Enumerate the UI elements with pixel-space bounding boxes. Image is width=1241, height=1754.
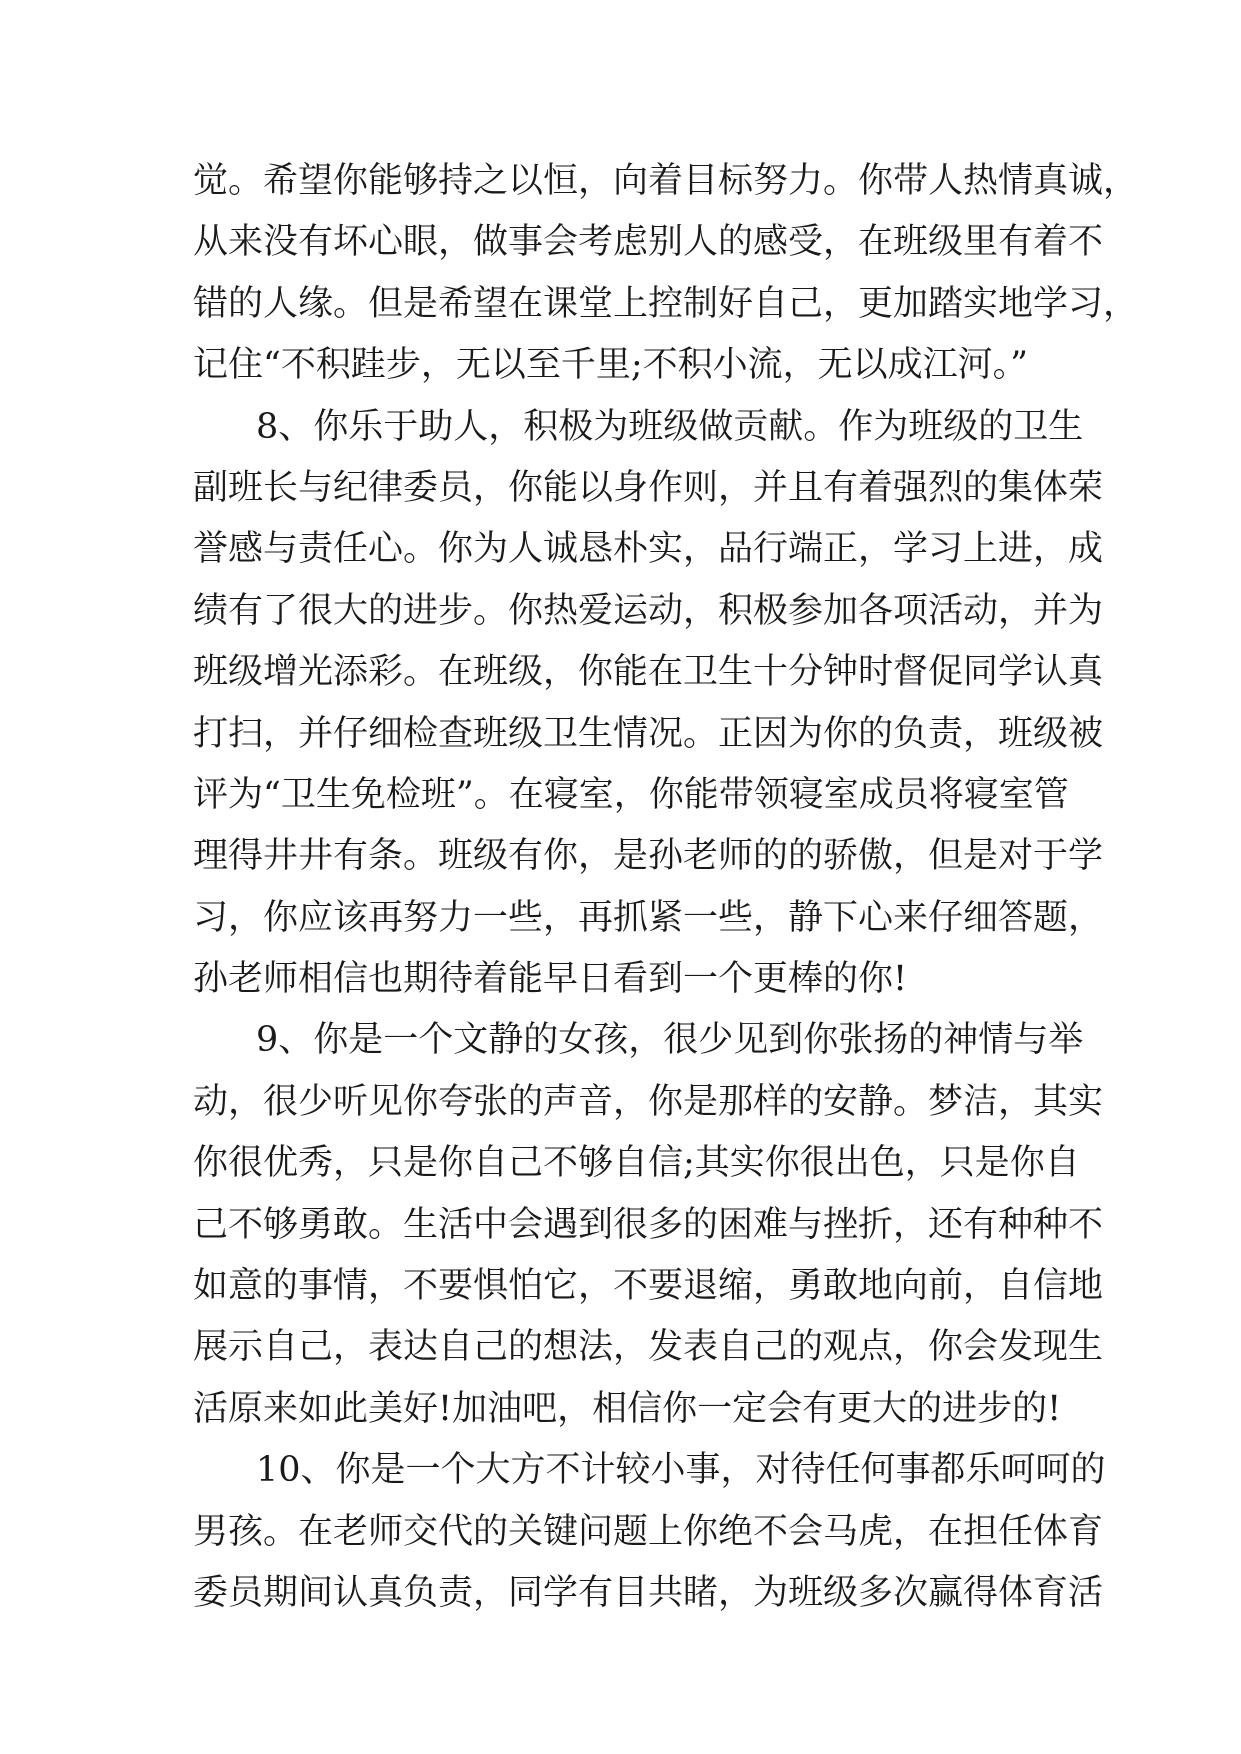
text-line: 10、你是一个大方不计较小事，对待任何事都乐呵呵的 xyxy=(256,1450,1106,1491)
text-line: 从来没有坏心眼，做事会考虑别人的感受，在班级里有着不 xyxy=(193,222,1104,263)
text-line: 孙老师相信也期待着能早日看到一个更棒的你! xyxy=(193,959,908,1000)
text-line: 打扫，并仔细检查班级卫生情况。正因为你的负责，班级被 xyxy=(193,713,1104,754)
body-text xyxy=(193,151,1139,1624)
text-line: 班级增光添彩。在班级，你能在卫生十分钟时督促同学认真 xyxy=(193,652,1104,693)
text-line: 8、你乐于助人，积极为班级做贡献。作为班级的卫生 xyxy=(256,406,1084,447)
text-line: 9、你是一个文静的女孩，很少见到你张扬的神情与举 xyxy=(256,1020,1084,1061)
text-line: 评为“卫生免检班”。在寝室，你能带领寝室成员将寝室管 xyxy=(193,774,1069,815)
text-line: 你很优秀，只是你自己不够自信;其实你很出色，只是你自 xyxy=(193,1143,1080,1184)
text-line: 男孩。在老师交代的关键问题上你绝不会马虎，在担任体育 xyxy=(193,1511,1104,1552)
text-line: 错的人缘。但是希望在课堂上控制好自己，更加踏实地学习， xyxy=(193,283,1139,324)
text-line: 副班长与纪律委员，你能以身作则，并且有着强烈的集体荣 xyxy=(193,467,1104,508)
text-line: 展示自己，表达自己的想法，发表自己的观点，你会发现生 xyxy=(193,1327,1104,1368)
text-line: 委员期间认真负责，同学有目共睹，为班级多次赢得体育活 xyxy=(193,1572,1104,1613)
text-line: 理得井井有条。班级有你，是孙老师的的骄傲，但是对于学 xyxy=(193,836,1104,877)
text-line: 绩有了很大的进步。你热爱运动，积极参加各项活动，并为 xyxy=(193,590,1104,631)
text-line: 习，你应该再努力一些，再抓紧一些，静下心来仔细答题， xyxy=(193,897,1104,938)
text-line: 动，很少听见你夸张的声音，你是那样的安静。梦洁，其实 xyxy=(193,1081,1104,1122)
text-line: 誉感与责任心。你为人诚恳朴实，品行端正，学习上进，成 xyxy=(193,529,1104,570)
text-line: 活原来如此美好!加油吧，相信你一定会有更大的进步的! xyxy=(193,1388,1062,1429)
text-line: 己不够勇敢。生活中会遇到很多的困难与挫折，还有种种不 xyxy=(193,1204,1104,1245)
text-line: 记住“不积跬步，无以至千里;不积小流，无以成江河。” xyxy=(193,345,1029,386)
text-line: 如意的事情，不要惧怕它，不要退缩，勇敢地向前，自信地 xyxy=(193,1266,1104,1307)
text-line: 觉。希望你能够持之以恒，向着目标努力。你带人热情真诚， xyxy=(193,161,1139,201)
